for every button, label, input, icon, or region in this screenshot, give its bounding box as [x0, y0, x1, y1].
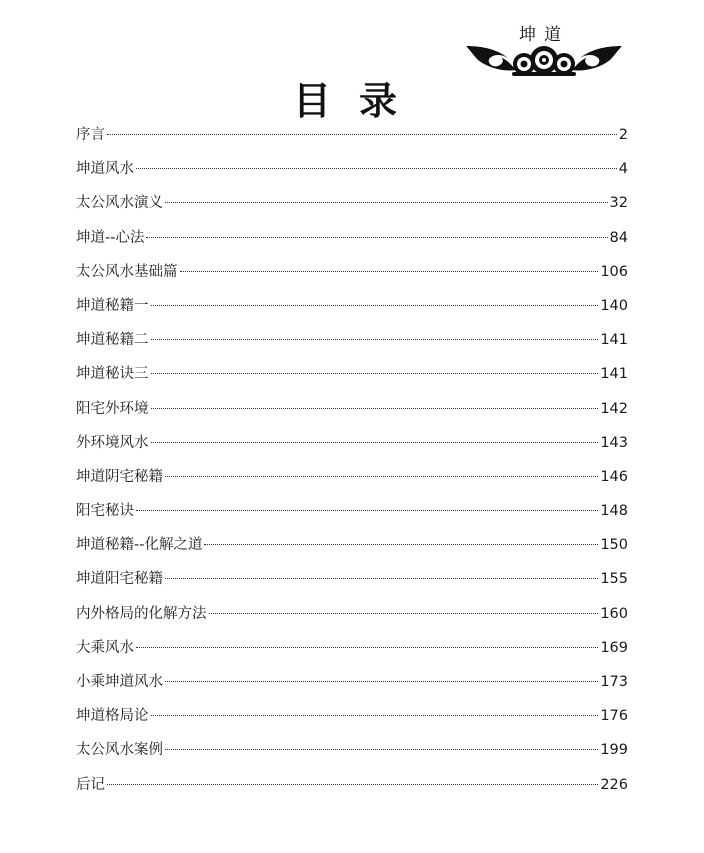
dot-leader [136, 168, 617, 169]
toc-entry-title: 小乘坤道风水 [76, 674, 163, 690]
toc-entry[interactable] [76, 635, 628, 669]
logo [464, 14, 624, 78]
toc-entry-title: 阳宅秘诀 [76, 503, 134, 520]
toc-entry-title: 序言 [76, 127, 105, 143]
toc-entry[interactable] [76, 430, 628, 464]
toc-entry-page: 160 [600, 605, 628, 622]
dot-leader [107, 784, 598, 785]
toc-entry-page: 148 [600, 503, 628, 520]
dot-leader [136, 647, 598, 648]
dot-leader [165, 681, 598, 682]
dot-leader [136, 510, 598, 511]
toc-entry-title: 阳宅外环境 [76, 400, 149, 417]
toc-entry[interactable] [76, 156, 628, 190]
toc-entry-title: 太公风水演义 [76, 195, 163, 212]
toc-entry[interactable] [76, 669, 628, 703]
dot-leader [180, 271, 599, 272]
toc-entry-page: 142 [600, 400, 628, 417]
toc-entry-page: 140 [600, 297, 628, 314]
dot-leader [209, 613, 599, 614]
logo-text: 坤道 [519, 25, 569, 45]
dot-leader [204, 544, 598, 545]
toc-entry-page: 4 [618, 161, 628, 178]
toc-entry-page: 141 [600, 366, 628, 383]
dot-leader [151, 373, 599, 374]
dot-leader [151, 408, 599, 409]
toc-entry-page: 199 [600, 742, 628, 759]
toc-entry-title: 太公风水基础篇 [76, 263, 178, 280]
dot-leader [151, 442, 599, 443]
toc-entry[interactable] [76, 396, 628, 430]
toc-entry-page: 84 [609, 229, 628, 246]
toc-entry[interactable] [76, 361, 628, 395]
toc-entry[interactable] [76, 190, 628, 224]
toc-entry[interactable] [76, 703, 628, 737]
toc-entry[interactable] [76, 464, 628, 498]
dot-leader [165, 578, 598, 579]
toc-entry[interactable] [76, 601, 628, 635]
toc-entry[interactable] [76, 532, 628, 566]
toc-entry-title: 坤道--心法 [76, 229, 145, 246]
toc-entry-page: 150 [600, 537, 628, 554]
toc-entry-title: 坤道格局论 [76, 708, 149, 725]
toc-entry-title: 太公风水案例 [76, 742, 163, 759]
toc-entry[interactable] [76, 772, 628, 806]
toc-entry[interactable] [76, 737, 628, 771]
toc-entry-page: 169 [600, 639, 628, 656]
toc-entry-title: 坤道秘籍一 [76, 297, 149, 314]
toc-entry-title: 大乘风水 [76, 639, 134, 656]
table-of-contents [76, 122, 628, 806]
toc-entry[interactable] [76, 225, 628, 259]
dot-leader [165, 749, 598, 750]
toc-entry-page: 2 [618, 127, 628, 143]
dot-leader [151, 339, 599, 340]
dot-leader [151, 715, 599, 716]
dot-leader [165, 476, 598, 477]
toc-entry-page: 146 [600, 468, 628, 485]
toc-entry-title: 外环境风水 [76, 434, 149, 451]
dot-leader [151, 305, 599, 306]
toc-entry[interactable] [76, 293, 628, 327]
dot-leader [146, 237, 607, 238]
toc-entry-page: 155 [600, 571, 628, 588]
toc-entry-title: 坤道秘籍二 [76, 332, 149, 349]
toc-entry-title: 后记 [76, 776, 105, 793]
toc-entry[interactable] [76, 566, 628, 600]
toc-entry-page: 106 [600, 263, 628, 280]
toc-entry-title: 坤道阴宅秘籍 [76, 468, 163, 485]
toc-entry[interactable] [76, 327, 628, 361]
toc-entry-page: 143 [600, 434, 628, 451]
toc-entry[interactable] [76, 259, 628, 293]
dot-leader [107, 134, 617, 135]
toc-entry[interactable] [76, 122, 628, 156]
toc-entry-title: 坤道秘诀三 [76, 366, 149, 383]
toc-entry-page: 32 [609, 195, 628, 212]
page-title: 目录 [292, 79, 425, 123]
toc-entry-title: 坤道秘籍--化解之道 [76, 537, 203, 554]
toc-entry-page: 226 [600, 776, 628, 793]
toc-entry-title: 坤道阳宅秘籍 [76, 571, 163, 588]
toc-entry[interactable] [76, 498, 628, 532]
toc-entry-page: 141 [600, 332, 628, 349]
toc-entry-title: 坤道风水 [76, 161, 134, 178]
toc-entry-title: 内外格局的化解方法 [76, 605, 207, 622]
toc-entry-page: 173 [600, 674, 628, 690]
toc-entry-page: 176 [600, 708, 628, 725]
dot-leader [165, 202, 608, 203]
